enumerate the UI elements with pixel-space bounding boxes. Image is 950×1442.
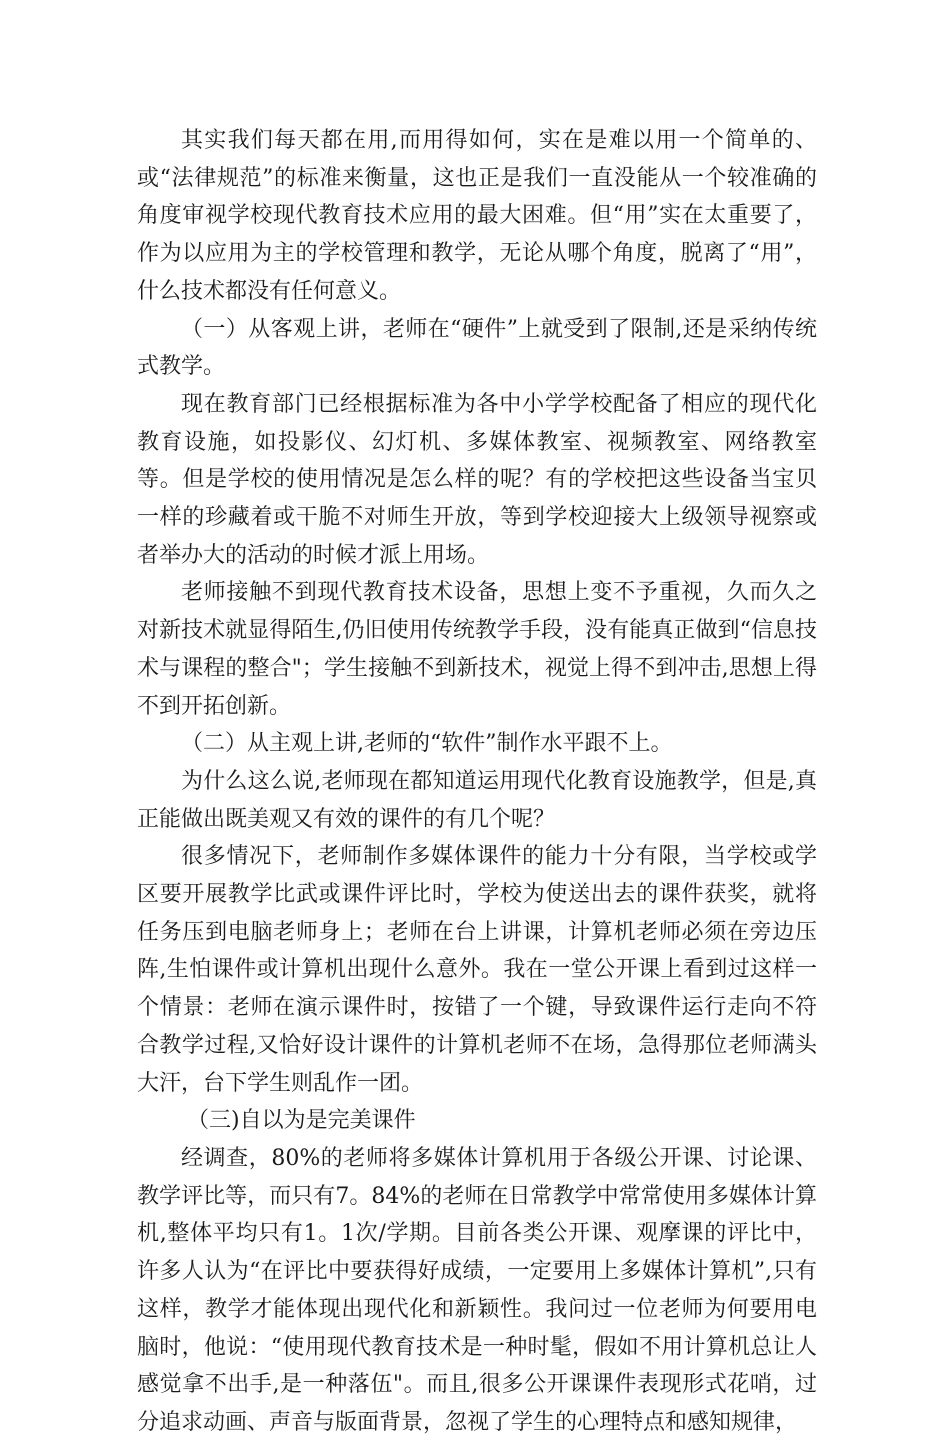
section-heading-perfect-courseware: （三)自以为是完美课件 bbox=[187, 1108, 416, 1134]
paragraph-courseware-ability: 很多情况下，老师制作多媒体课件的能力十分有限，当学校或学区要开展教学比武或课件评比时，学校为使送出去的课件获奖，就将任务压到电脑老师身上；老师在台上讲课，计算机老师必须在旁边压阵,生怕课件或计算机出现什么意外。我在一堂公开课上看到过这样一个情景：老师在演示课件时，按错了一个键，导致课件运行走向不符合教学过程,又恰好设计课件的计算机老师不在场，急得那位老师满头大汗，台下学生则乱作一团。 bbox=[137, 844, 817, 1096]
paragraph-teachers-no-access: 老师接触不到现代教育技术设备，思想上变不予重视，久而久之对新技术就显得陌生,仍旧使用传统教学手段，没有能真正做到“信息技术与课程的整合"；学生接触不到新技术，视觉上得不到冲击,思想上得不到开拓创新。 bbox=[137, 580, 817, 719]
section-heading-software: （二）从主观上讲,老师的“软件”制作水平跟不上。 bbox=[181, 731, 673, 757]
paragraph-why-say-this: 为什么这么说,老师现在都知道运用现代化教育设施教学，但是,真正能做出既美观又有效的课件的有几个呢？ bbox=[137, 768, 817, 832]
paragraph-equipment-usage: 现在教育部门已经根据标准为各中小学学校配备了相应的现代化教育设施，如投影仪、幻灯机、多媒体教室、视频教室、网络教室等。但是学校的使用情况是怎么样的呢？有的学校把这些设备当宝贝一样的珍藏着或干脆不对师生开放，等到学校迎接大上级领导视察或者举办大的活动的时候才派上用场。 bbox=[137, 391, 817, 568]
document-body bbox=[137, 122, 817, 1442]
paragraph-survey-results: 经调查，80%的老师将多媒体计算机用于各级公开课、讨论课、教学评比等，而只有7。84%的老师在日常教学中常常使用多媒体计算机,整体平均只有1。1次/学期。目前各类公开课、观摩课的评比中，许多人认为“在评比中要获得好成绩，一定要用上多媒体计算机”,只有这样，教学才能体现出现代化和新颖性。我问过一位老师为何要用电脑时，他说：“使用现代教育技术是一种时髦，假如不用计算机总让人感觉拿不出手,是一种落伍"。而且,很多公开课课件表现形式花哨，过分追求动画、声音与版面背景，忽视了学生的心理特点和感知规律， bbox=[137, 1145, 817, 1435]
section-heading-hardware: （一）从客观上讲，老师在“硬件”上就受到了限制,还是采纳传统式教学。 bbox=[137, 316, 817, 380]
paragraph-usage-importance: 其实我们每天都在用,而用得如何，实在是难以用一个简单的、或“法律规范”的标准来衡量，这也正是我们一直没能从一个较准确的角度审视学校现代教育技术应用的最大困难。但“用”实在太重要了，作为以应用为主的学校管理和教学，无论从哪个角度，脱离了“用”，什么技术都没有任何意义。 bbox=[137, 128, 817, 304]
